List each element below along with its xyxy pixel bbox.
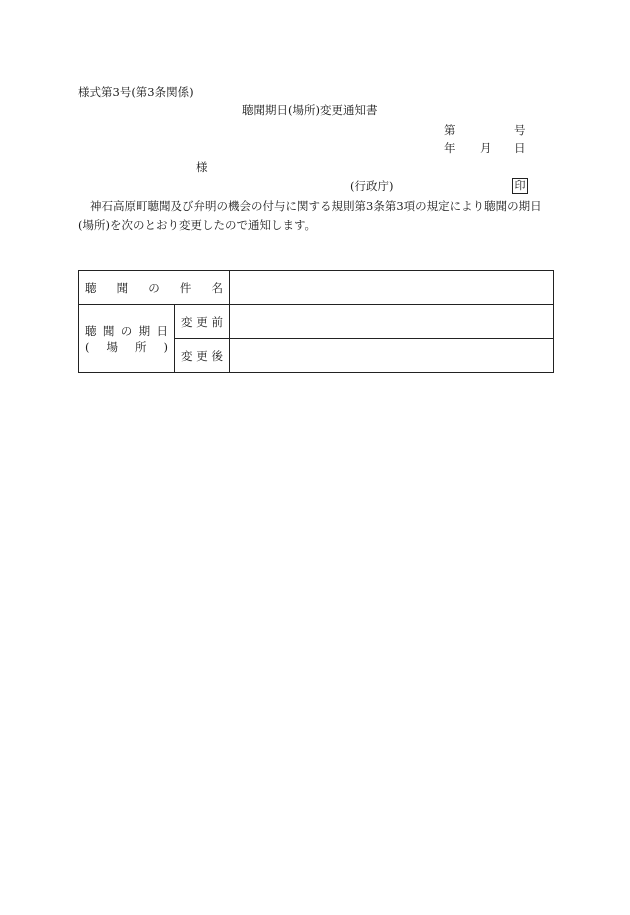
body-text: 神石高原町聴聞及び弁明の機会の付与に関する規則第3条第3項の規定により聴聞の期日(場所)を次のとおり変更したので通知します。 (78, 199, 542, 232)
hearing-date-label-line1: 聴聞の期日 (85, 323, 168, 338)
before-change-value[interactable] (230, 305, 554, 339)
hearing-date-label-line2: (場所) (85, 339, 168, 354)
hearing-case-label: 聴聞の件名 (79, 271, 230, 305)
date-month: 月 (480, 141, 492, 155)
addressee-honorific: 様 (196, 160, 208, 174)
hearing-case-value[interactable] (230, 271, 554, 305)
after-change-label: 変更後 (174, 339, 229, 373)
hearing-change-table (78, 270, 554, 373)
issuer: (行政庁) (350, 179, 394, 193)
table-row (79, 271, 554, 305)
doc-number-prefix: 第 (444, 123, 456, 137)
form-number: 様式第3号(第3条関係) (78, 85, 194, 99)
before-change-label: 変更前 (174, 305, 229, 339)
seal-mark: 印 (512, 178, 528, 194)
hearing-date-label (79, 305, 175, 373)
after-change-value[interactable] (230, 339, 554, 373)
doc-number-suffix: 号 (514, 123, 526, 137)
document-title: 聴聞期日(場所)変更通知書 (242, 103, 378, 117)
date-day: 日 (514, 141, 526, 155)
table-row (79, 305, 554, 339)
date-year: 年 (444, 141, 456, 155)
